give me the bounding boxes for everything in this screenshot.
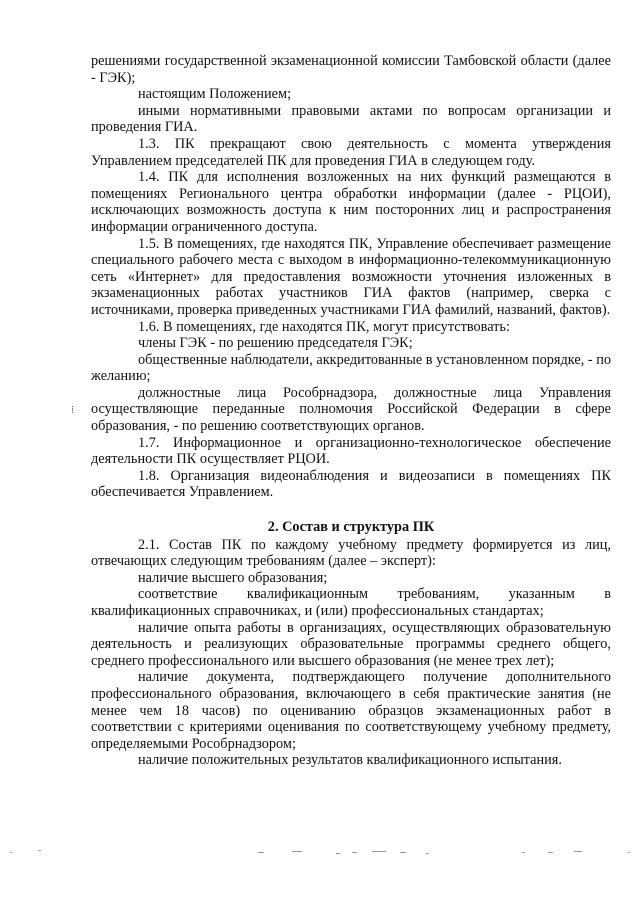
margin-mark: ⁞ xyxy=(71,404,75,416)
paragraph: общественные наблюдатели, аккредитованные в установленном порядке, - по желанию; xyxy=(91,351,612,385)
paragraph: 1.4. ПК для исполнения возложенных на них функций размещаются в помещениях Регионального центра обработки информации (далее - РЦОИ), исключающих возможность доступа к ним посторонних лиц и распространения информации ограниченного доступа. xyxy=(91,169,611,235)
paragraph: настоящим Положением; xyxy=(138,86,292,103)
paragraph: иными нормативными правовыми актами по вопросам организации и проведения ГИА. xyxy=(91,102,611,136)
paragraph: 2.1. Состав ПК по каждому учебному предмету формируется из лиц, отвечающих следующим требованиям (далее – эксперт): xyxy=(91,536,611,570)
paragraph: 1.6. В помещениях, где находятся ПК, могут присутствовать: xyxy=(138,318,510,335)
paragraph: члены ГЭК - по решению председателя ГЭК; xyxy=(138,335,413,352)
paragraph: наличие документа, подтверждающего получение дополнительного профессионального образования, включающего в себя практические занятия (не менее чем 18 часов) по оцениванию образцов экзаменационных работ в соответствии с критериями оценивания по соответствующему учебному предмету, определяемыми Рособрнадзором; xyxy=(91,669,611,752)
paragraph: решениями государственной экзаменационной комиссии Тамбовской области (далее - ГЭК); xyxy=(91,53,611,86)
paragraph: 1.8. Организация видеонаблюдения и видеозаписи в помещениях ПК обеспечивается Управлением. xyxy=(91,467,611,501)
paragraph: 1.3. ПК прекращают свою деятельность с момента утверждения Управлением председателей ПК для проведения ГИА в следующем году. xyxy=(91,135,611,169)
paragraph: должностные лица Рособрнадзора, должностные лица Управления осуществляющие переданные полномочия Российской Федерации в сфере образования, - по решению соответствующих органов. xyxy=(91,384,611,435)
paragraph: наличие высшего образования; xyxy=(138,569,328,586)
document-body xyxy=(91,53,611,769)
section-heading: 2. Состав и структура ПК xyxy=(267,519,435,536)
paragraph: соответствие квалификационным требованиям, указанным в квалификационных справочниках, и (или) профессиональных стандартах; xyxy=(91,586,611,619)
paragraph: наличие положительных результатов квалификационного испытания. xyxy=(138,752,562,769)
paragraph: 1.5. В помещениях, где находятся ПК, Управление обеспечивает размещение специального рабочего места с выходом в информационно-телекоммуникационную сеть «Интернет» для предоставления возможности уточнения изложенных в экзаменационных работах участников ГИА фактов (например, сверка с источниками, проверка приведенных участниками ГИА фамилий, названий, фактов). xyxy=(91,235,611,318)
scan-artifacts xyxy=(0,846,640,866)
paragraph: 1.7. Информационное и организационно-технологическое обеспечение деятельности ПК осуществляет РЦОИ. xyxy=(91,434,611,468)
paragraph: наличие опыта работы в организациях, осуществляющих образовательную деятельность и реализующих образовательные программы среднего общего, среднего профессионального или высшего образования (не менее трех лет); xyxy=(91,619,611,669)
